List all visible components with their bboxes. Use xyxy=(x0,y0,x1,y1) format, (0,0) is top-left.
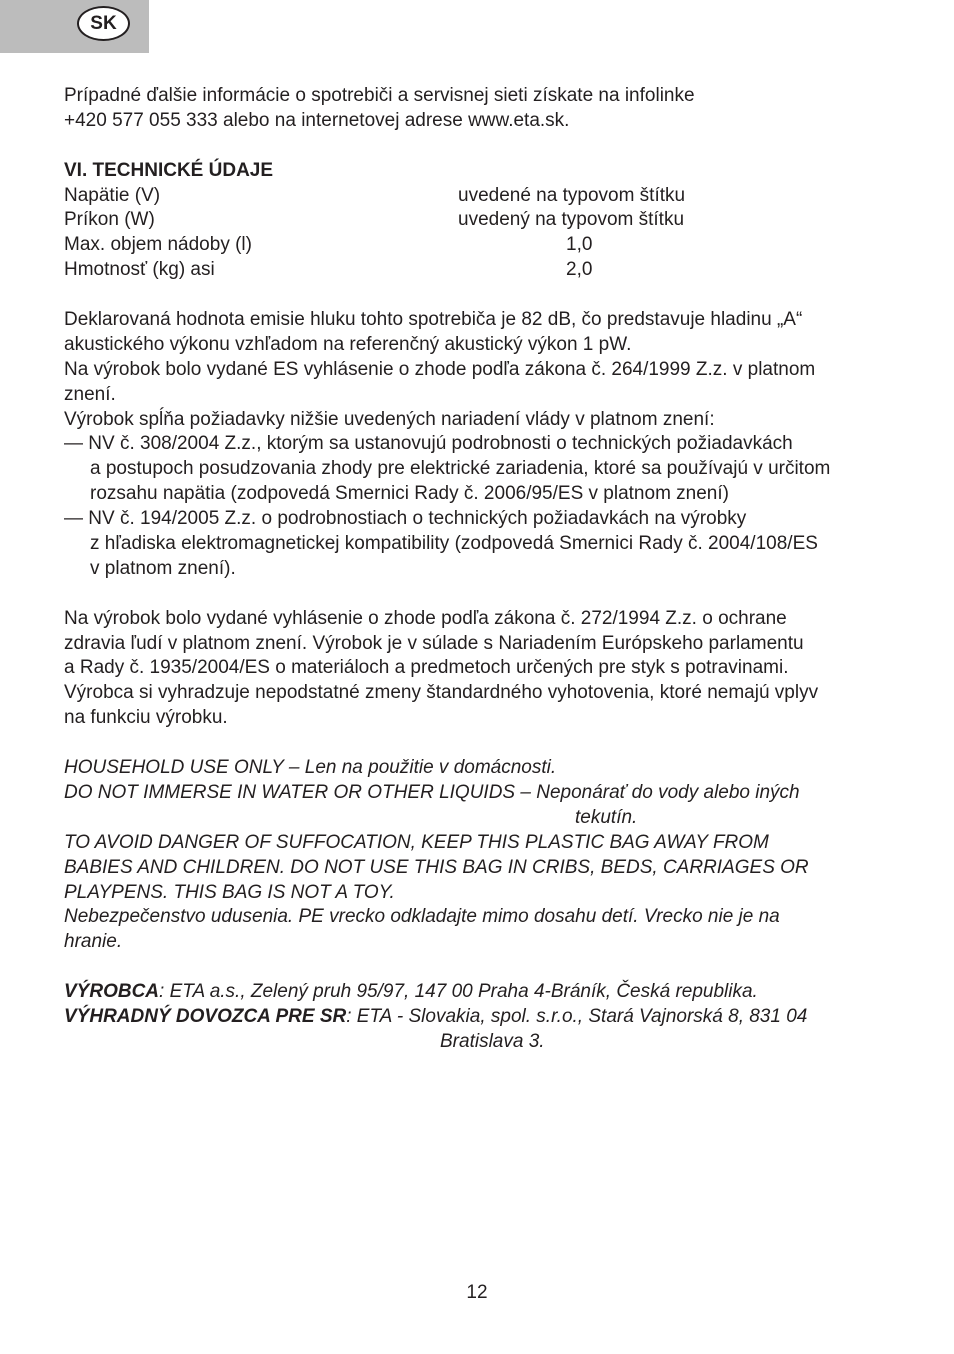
spec-value: 2,0 xyxy=(566,259,593,281)
importer-label: VÝHRADNÝ DOVOZCA PRE SR xyxy=(64,1005,347,1027)
warning-line: HOUSEHOLD USE ONLY – Len na použitie v domácnosti. xyxy=(64,757,557,779)
importer-address: : ETA - Slovakia, spol. s.r.o., Stará Vajnorská 8, 831 04 xyxy=(346,1005,808,1027)
warning-line: tekutín. xyxy=(575,806,638,828)
spec-label: Hmotnosť (kg) asi xyxy=(64,259,215,281)
regulation-item: — NV č. 308/2004 Z.z., ktorým sa ustanovujú podrobnosti o technických požiadavkách xyxy=(64,433,793,455)
declaration-line: Výrobok spĺňa požiadavky nižšie uvedených nariadení vlády v platnom znení: xyxy=(64,408,715,430)
conformity-line: a Rady č. 1935/2004/ES o materiáloch a predmetoch určených pre styk s potravinami. xyxy=(64,657,789,679)
spec-row xyxy=(64,258,914,283)
regulation-item-continuation: v platnom znení). xyxy=(90,557,236,579)
warning-line: BABIES AND CHILDREN. DO NOT USE THIS BAG IN CRIBS, BEDS, CARRIAGES OR xyxy=(64,856,809,878)
intro-line: +420 577 055 333 alebo na internetovej adrese www.eta.sk. xyxy=(64,109,570,131)
conformity-line: Na výrobok bolo vydané vyhlásenie o zhode podľa zákona č. 272/1994 Z.z. o ochrane xyxy=(64,607,787,629)
regulation-item-continuation: z hľadiska elektromagnetickej kompatibility (zodpovedá Smernici Rady č. 2004/108/ES xyxy=(90,533,818,555)
warning-line: TO AVOID DANGER OF SUFFOCATION, KEEP THIS PLASTIC BAG AWAY FROM xyxy=(64,831,769,853)
intro-line: Prípadné ďalšie informácie o spotrebiči a servisnej sieti získate na infolinke xyxy=(64,85,695,106)
spec-row xyxy=(64,233,914,258)
regulation-item-continuation: rozsahu napätia (zodpovedá Smernici Rady č. 2006/95/ES v platnom znení) xyxy=(90,483,729,505)
spec-label: Max. objem nádoby (l) xyxy=(64,234,252,256)
manufacturer-label: VÝROBCA xyxy=(64,981,160,1003)
importer-line xyxy=(64,1005,914,1030)
warning-line: DO NOT IMMERSE IN WATER OR OTHER LIQUIDS – Neponárať do vody alebo iných xyxy=(64,781,800,803)
spec-value: 1,0 xyxy=(566,234,593,256)
declaration-line: Na výrobok bolo vydané ES vyhlásenie o zhode podľa zákona č. 264/1999 Z.z. v platnom xyxy=(64,358,816,380)
declaration-line: znení. xyxy=(64,383,116,405)
warning-line: Nebezpečenstvo udusenia. PE vrecko odkladajte mimo dosahu detí. Vrecko nie je na xyxy=(64,906,780,928)
spec-value: uvedený na typovom štítku xyxy=(458,209,685,231)
warning-line: PLAYPENS. THIS BAG IS NOT A TOY. xyxy=(64,881,395,903)
conformity-line: na funkciu výrobku. xyxy=(64,707,228,729)
spec-row xyxy=(64,208,914,233)
language-tab xyxy=(0,0,149,53)
regulation-item: — NV č. 194/2005 Z.z. o podrobnostiach o technických požiadavkách na výrobky xyxy=(64,508,747,530)
spec-row xyxy=(64,184,914,209)
spec-value: uvedené na typovom štítku xyxy=(458,184,686,206)
specs-heading: VI. TECHNICKÉ ÚDAJE xyxy=(64,159,274,181)
page-number: 12 xyxy=(466,1282,488,1303)
warning-line: hranie. xyxy=(64,931,123,953)
declaration-line: Deklarovaná hodnota emisie hluku tohto spotrebiča je 82 dB, čo predstavuje hladinu „A“ xyxy=(64,309,803,331)
conformity-line: Výrobca si vyhradzuje nepodstatné zmeny štandardného vyhotovenia, ktoré nemajú vplyv xyxy=(64,682,819,704)
declaration-line: akustického výkonu vzhľadom na referenčný akustický výkon 1 pW. xyxy=(64,333,632,355)
spec-label: Príkon (W) xyxy=(64,209,155,231)
manufacturer-line xyxy=(64,980,914,1005)
conformity-line: zdravia ľudí v platnom znení. Výrobok je v súlade s Nariadením Európskeho parlamentu xyxy=(64,632,804,654)
importer-address-continuation: Bratislava 3. xyxy=(440,1030,545,1052)
manufacturer-address: : ETA a.s., Zelený pruh 95/97, 147 00 Praha 4-Bráník, Česká republika. xyxy=(159,981,758,1003)
language-badge: SK xyxy=(77,6,130,41)
spec-label: Napätie (V) xyxy=(64,184,161,206)
regulation-item-continuation: a postupoch posudzovania zhody pre elektrické zariadenia, ktoré sa používajú v určitom xyxy=(90,458,831,480)
page-content xyxy=(64,84,914,1055)
